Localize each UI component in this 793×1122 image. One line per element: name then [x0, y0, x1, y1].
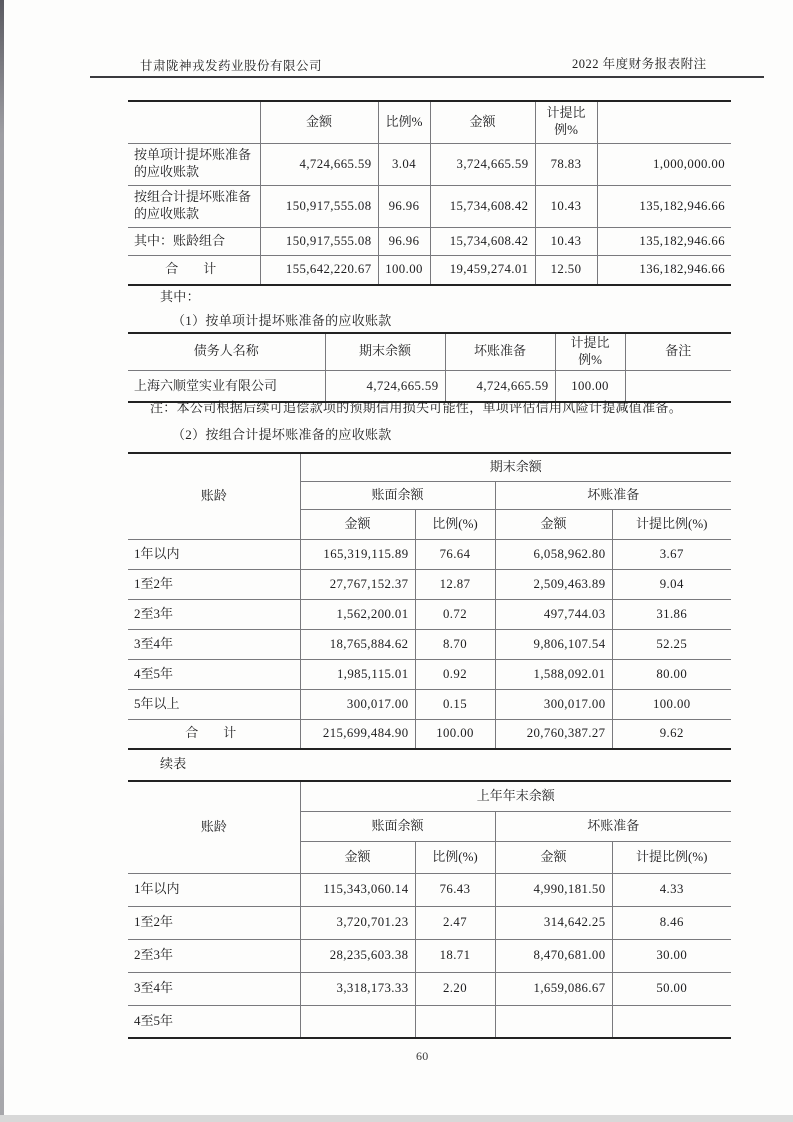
row-label: 按组合计提坏账准备的应收账款	[128, 185, 260, 227]
cell-amount: 19,459,274.01	[430, 255, 535, 285]
cell-ratio: 10.43	[535, 185, 597, 227]
cell-ratio: 2.47	[415, 906, 495, 939]
table-row	[128, 143, 731, 185]
table-row	[128, 659, 731, 689]
aging-closing-table	[128, 452, 731, 750]
cell-debtor-name: 上海六顺堂实业有限公司	[128, 370, 325, 402]
cell-amount: 9,806,107.54	[495, 629, 612, 659]
cell-amount: 27,767,152.37	[300, 569, 415, 599]
cell-aging: 3至4年	[128, 629, 300, 659]
cell-ratio: 8.70	[415, 629, 495, 659]
section-1-heading: （1）按单项计提坏账准备的应收账款	[172, 313, 392, 328]
table-header-row	[128, 781, 731, 811]
cell-ratio: 100.00	[415, 719, 495, 749]
cell-aging: 1年以内	[128, 873, 300, 906]
header-cell-empty	[597, 101, 731, 143]
cell-amount: 136,182,946.66	[597, 255, 731, 285]
header-cell-amount: 金额	[495, 509, 612, 539]
individual-provision-table	[128, 332, 731, 403]
table-row	[128, 599, 731, 629]
cell-ratio	[415, 1005, 495, 1038]
table-row	[128, 939, 731, 972]
cell-amount: 497,744.03	[495, 599, 612, 629]
cell-amount: 1,985,115.01	[300, 659, 415, 689]
table-header-row	[128, 333, 731, 370]
cell-amount: 4,990,181.50	[495, 873, 612, 906]
header-cell-provision-ratio: 计提比例%	[535, 101, 597, 143]
total-label: 合 计	[128, 255, 260, 285]
cell-ratio: 3.67	[612, 539, 731, 569]
header-cell-prior-year-balance-group: 上年年末余额	[300, 781, 731, 811]
cell-ratio: 100.00	[555, 370, 625, 402]
cell-amount: 3,720,701.23	[300, 906, 415, 939]
cell-amount: 1,588,092.01	[495, 659, 612, 689]
cell-ratio: 9.62	[612, 719, 731, 749]
provision-summary-table	[128, 100, 731, 286]
header-cell-closing-balance-group: 期末余额	[300, 453, 731, 481]
header-cell-ratio: 比例(%)	[415, 509, 495, 539]
scan-left-edge-artifact	[0, 0, 4, 1122]
cell-amount: 4,724,665.59	[325, 370, 445, 402]
cell-aging: 4至5年	[128, 659, 300, 689]
cell-ratio: 12.87	[415, 569, 495, 599]
header-cell-provision-ratio: 计提比例(%)	[612, 509, 731, 539]
cell-amount: 300,017.00	[495, 689, 612, 719]
cell-aging: 1至2年	[128, 569, 300, 599]
cell-ratio: 30.00	[612, 939, 731, 972]
header-cell-amount: 金额	[300, 509, 415, 539]
header-cell-bad-debt-provision: 坏账准备	[495, 481, 731, 509]
table-total-row	[128, 255, 731, 285]
header-cell-ratio: 比例(%)	[415, 841, 495, 873]
table-row	[128, 227, 731, 255]
cell-amount: 165,319,115.89	[300, 539, 415, 569]
cell-ratio: 52.25	[612, 629, 731, 659]
among-which-label: 其中：	[160, 289, 200, 304]
cell-aging: 4至5年	[128, 1005, 300, 1038]
header-cell-amount: 金额	[495, 841, 612, 873]
header-cell-remark: 备注	[625, 333, 731, 370]
cell-amount: 1,000,000.00	[597, 143, 731, 185]
scan-bottom-edge-artifact	[0, 1115, 793, 1122]
cell-amount: 300,017.00	[300, 689, 415, 719]
cell-ratio: 0.72	[415, 599, 495, 629]
cell-amount: 150,917,555.08	[260, 185, 378, 227]
cell-amount: 155,642,220.67	[260, 255, 378, 285]
company-name: 甘肃陇神戎发药业股份有限公司	[140, 59, 323, 73]
cell-amount: 4,724,665.59	[260, 143, 378, 185]
cell-amount: 115,343,060.14	[300, 873, 415, 906]
cell-ratio: 12.50	[535, 255, 597, 285]
table-row	[128, 629, 731, 659]
header-cell-provision-ratio: 计提比例%	[555, 333, 625, 370]
table-row	[128, 539, 731, 569]
table-row	[128, 185, 731, 227]
header-cell-provision-ratio: 计提比例(%)	[612, 841, 731, 873]
cell-aging: 5年以上	[128, 689, 300, 719]
table-total-row	[128, 719, 731, 749]
cell-amount: 6,058,962.80	[495, 539, 612, 569]
cell-ratio: 96.96	[378, 185, 430, 227]
table-header-row	[128, 453, 731, 481]
section-2-heading: （2）按组合计提坏账准备的应收账款	[172, 427, 392, 442]
total-label: 合 计	[128, 719, 300, 749]
header-cell-empty	[128, 101, 260, 143]
cell-ratio: 8.46	[612, 906, 731, 939]
cell-ratio: 4.33	[612, 873, 731, 906]
report-title: 2022 年度财务报表附注	[572, 57, 707, 71]
cell-amount: 8,470,681.00	[495, 939, 612, 972]
cell-amount: 3,318,173.33	[300, 972, 415, 1005]
cell-amount: 1,659,086.67	[495, 972, 612, 1005]
cell-ratio: 76.43	[415, 873, 495, 906]
row-label: 其中：账龄组合	[128, 227, 260, 255]
header-cell-bad-debt-provision: 坏账准备	[495, 811, 731, 841]
cell-ratio: 18.71	[415, 939, 495, 972]
table-row	[128, 1005, 731, 1038]
table-note: 注：本公司根据后续可追偿款项的预期信用损失可能性，单项评估信用风险计提减值准备。	[150, 400, 683, 415]
table-row	[128, 689, 731, 719]
aging-prior-year-table	[128, 780, 731, 1039]
cell-ratio: 96.96	[378, 227, 430, 255]
header-cell-amount: 金额	[300, 841, 415, 873]
header-cell-debtor: 债务人名称	[128, 333, 325, 370]
cell-ratio: 50.00	[612, 972, 731, 1005]
cell-ratio: 10.43	[535, 227, 597, 255]
header-cell-bad-debt-provision: 坏账准备	[445, 333, 555, 370]
header-cell-aging: 账龄	[128, 453, 300, 539]
cell-ratio: 31.86	[612, 599, 731, 629]
header-cell-book-balance: 账面余额	[300, 481, 495, 509]
header-cell-closing-balance: 期末余额	[325, 333, 445, 370]
cell-ratio: 100.00	[612, 689, 731, 719]
cell-amount: 2,509,463.89	[495, 569, 612, 599]
cell-amount	[495, 1005, 612, 1038]
cell-amount: 28,235,603.38	[300, 939, 415, 972]
cell-ratio: 0.92	[415, 659, 495, 689]
cell-amount: 4,724,665.59	[445, 370, 555, 402]
cell-ratio: 100.00	[378, 255, 430, 285]
cell-amount: 150,917,555.08	[260, 227, 378, 255]
cell-ratio: 80.00	[612, 659, 731, 689]
table-row	[128, 873, 731, 906]
cell-amount: 314,642.25	[495, 906, 612, 939]
header-cell-amount: 金额	[430, 101, 535, 143]
cell-ratio: 78.83	[535, 143, 597, 185]
header-cell-aging: 账龄	[128, 781, 300, 873]
cell-ratio	[612, 1005, 731, 1038]
cell-ratio: 2.20	[415, 972, 495, 1005]
cell-ratio: 0.15	[415, 689, 495, 719]
table-row	[128, 972, 731, 1005]
row-label: 按单项计提坏账准备的应收账款	[128, 143, 260, 185]
header-cell-book-balance: 账面余额	[300, 811, 495, 841]
table-row	[128, 906, 731, 939]
cell-amount: 18,765,884.62	[300, 629, 415, 659]
cell-aging: 2至3年	[128, 599, 300, 629]
cell-aging: 2至3年	[128, 939, 300, 972]
cell-amount: 3,724,665.59	[430, 143, 535, 185]
cell-amount: 135,182,946.66	[597, 227, 731, 255]
continued-table-label: 续表	[160, 756, 187, 771]
cell-amount: 1,562,200.01	[300, 599, 415, 629]
header-cell-ratio: 比例%	[378, 101, 430, 143]
cell-amount: 15,734,608.42	[430, 227, 535, 255]
header-cell-amount: 金额	[260, 101, 378, 143]
table-header-row	[128, 101, 731, 143]
cell-aging: 1至2年	[128, 906, 300, 939]
cell-aging: 1年以内	[128, 539, 300, 569]
cell-amount: 20,760,387.27	[495, 719, 612, 749]
header-divider	[90, 76, 764, 78]
table-row	[128, 569, 731, 599]
cell-ratio: 76.64	[415, 539, 495, 569]
cell-amount	[300, 1005, 415, 1038]
cell-amount: 15,734,608.42	[430, 185, 535, 227]
cell-aging: 3至4年	[128, 972, 300, 1005]
page-number: 60	[416, 1049, 429, 1063]
cell-ratio: 9.04	[612, 569, 731, 599]
cell-amount: 215,699,484.90	[300, 719, 415, 749]
cell-amount: 135,182,946.66	[597, 185, 731, 227]
cell-ratio: 3.04	[378, 143, 430, 185]
